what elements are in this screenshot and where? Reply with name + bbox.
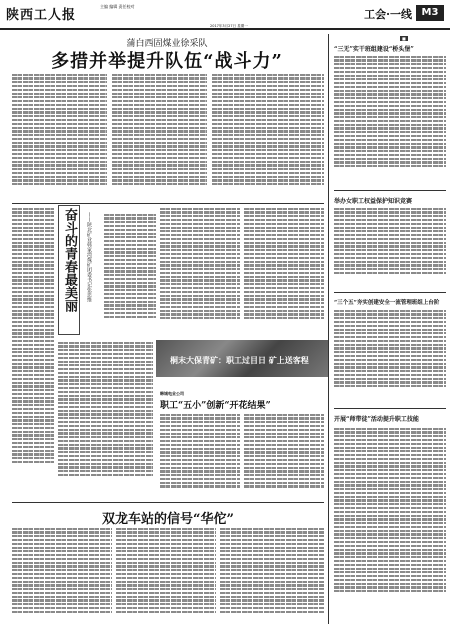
sidebar-divider	[328, 34, 329, 624]
sidebar-headline-2: 举办女职工权益保护知识竞赛	[334, 198, 413, 205]
vertical-subheadline: ——陕北矿业韩家湾煤矿团委书记张思维	[86, 212, 92, 302]
bottom-column-3	[220, 526, 324, 624]
middle-column-1	[160, 412, 240, 498]
photo-caption: 桐末大保青矿：职工过目日 矿上送客程	[170, 355, 309, 365]
lead-kicker: 蒲白西固煤业徐采队	[126, 39, 208, 49]
lead-column-3	[212, 72, 324, 202]
bottom-column-1	[12, 526, 112, 624]
newspaper-brand: 陕西工人报	[6, 8, 77, 23]
sidebar-label-badge: ■	[402, 36, 406, 41]
divider	[334, 292, 446, 293]
page-number: M3	[416, 5, 444, 21]
lead-column-2	[112, 72, 207, 202]
section-title: 工会·一线	[364, 8, 412, 21]
feature-right-column-1	[160, 206, 240, 336]
feature-text-column	[58, 340, 153, 498]
sidebar-text-4	[334, 426, 446, 624]
divider	[334, 190, 446, 191]
divider	[334, 408, 446, 409]
feature-center-column	[104, 212, 156, 336]
sidebar-text-3	[334, 308, 446, 404]
feature-left-column	[12, 206, 54, 498]
sidebar-text-2	[334, 206, 446, 288]
masthead	[0, 0, 450, 30]
bottom-article-title: 双龙车站的信号“华佗”	[102, 512, 234, 527]
sidebar-headline-4: 开展“师带徒”活动提升职工技能	[334, 416, 419, 423]
sidebar-headline-1: “三无”实干班组建设“桥头堡”	[334, 46, 414, 53]
masthead-meta: 主编 编辑 责任校对	[100, 4, 135, 9]
middle-article-title: 职工“五小”创新“开花结果”	[160, 401, 271, 411]
lead-column-1	[12, 72, 107, 202]
lead-headline: 多措并举提升队伍“战斗力”	[51, 51, 283, 72]
middle-article-tag: 韩城电业公司	[160, 391, 184, 396]
sidebar-text-1	[334, 54, 446, 188]
vertical-headline: 奋斗的青春最美丽	[62, 208, 77, 312]
middle-column-2	[244, 412, 324, 498]
edition-date: 2017年3月27日 星期一	[210, 24, 248, 28]
sidebar-headline-3: “三个五”夯实创建安全一流管理班组上台阶	[334, 300, 440, 306]
divider	[12, 502, 324, 503]
divider	[12, 203, 324, 204]
feature-right-column-2	[244, 206, 324, 336]
bottom-column-2	[116, 526, 216, 624]
